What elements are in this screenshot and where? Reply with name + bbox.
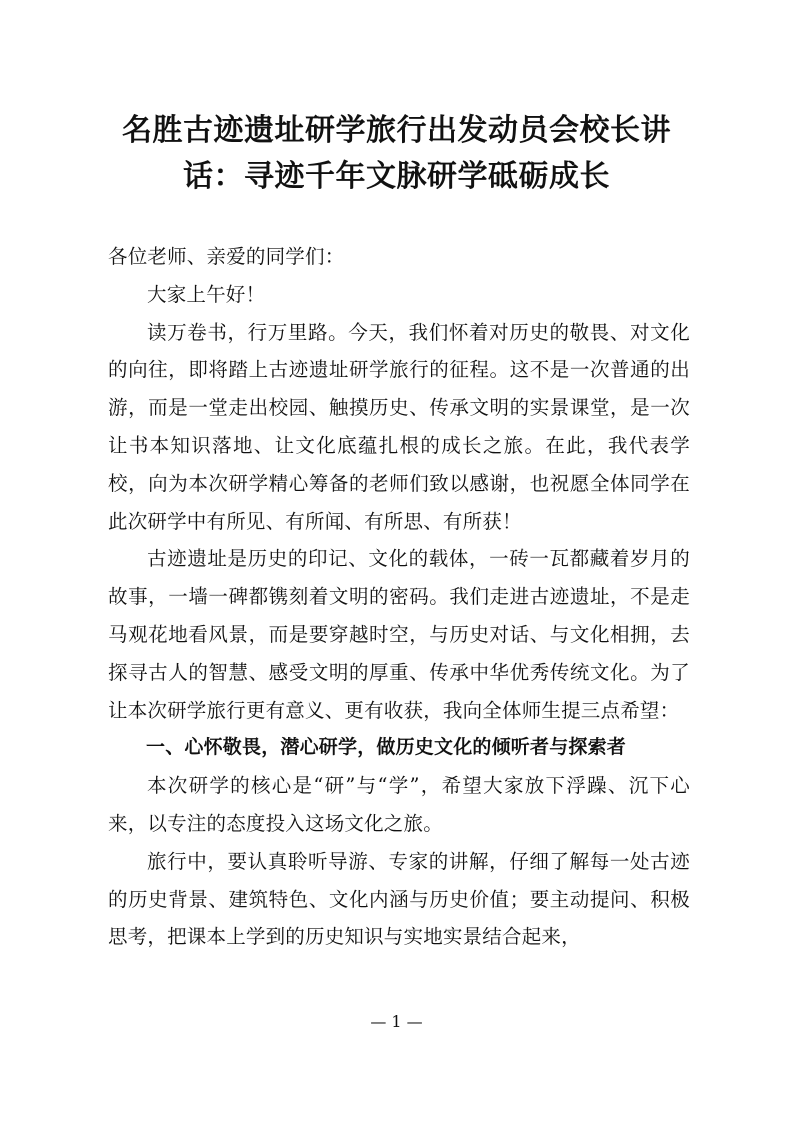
section-heading: 一、心怀敬畏，潜心研学，做历史文化的倾听者与探索者 <box>146 736 627 759</box>
greeting: 大家上午好！ <box>147 282 266 306</box>
document-body <box>108 238 690 956</box>
salutation: 各位老师、亲爱的同学们： <box>108 245 345 268</box>
section-paragraph: 本次研学的核心是“研”与“学”，希望大家放下浮躁、沉下心来，以专注的态度投入这场文化之旅。 <box>108 774 690 835</box>
paragraph: 读万卷书，行万里路。今天，我们怀着对历史的敬畏、对文化的向往，即将踏上古迹遗址研学旅行的征程。这不是一次普通的出游，而是一堂走出校园、触摸历史、传承文明的实景课堂，是一次让书本知识落地、让文化底蕴扎根的成长之旅。在此，我代表学校，向为本次研学精心筹备的老师们致以感谢，也祝愿全体同学在此次研学中有所见、有所闻、有所思、有所获！ <box>108 320 690 533</box>
page-number: — 1 — <box>370 1012 423 1031</box>
paragraph: 古迹遗址是历史的印记、文化的载体，一砖一瓦都藏着岁月的故事，一墙一碑都镌刻着文明的密码。我们走进古迹遗址，不是走马观花地看风景，而是要穿越时空，与历史对话、与文化相拥，去探寻古人的智慧、感受文明的厚重、传承中华优秀传统文化。为了让本次研学旅行更有意义、更有收获，我向全体师生提三点希望： <box>108 547 690 722</box>
section-paragraph: 旅行中，要认真聆听导游、专家的讲解，仔细了解每一处古迹的历史背景、建筑特色、文化内涵与历史价值；要主动提问、积极思考，把课本上学到的历史知识与实地实景结合起来， <box>108 849 690 949</box>
document-title: 名胜古迹遗址研学旅行出发动员会校长讲话：寻迹千年文脉研学砥砺成长 <box>122 113 671 194</box>
